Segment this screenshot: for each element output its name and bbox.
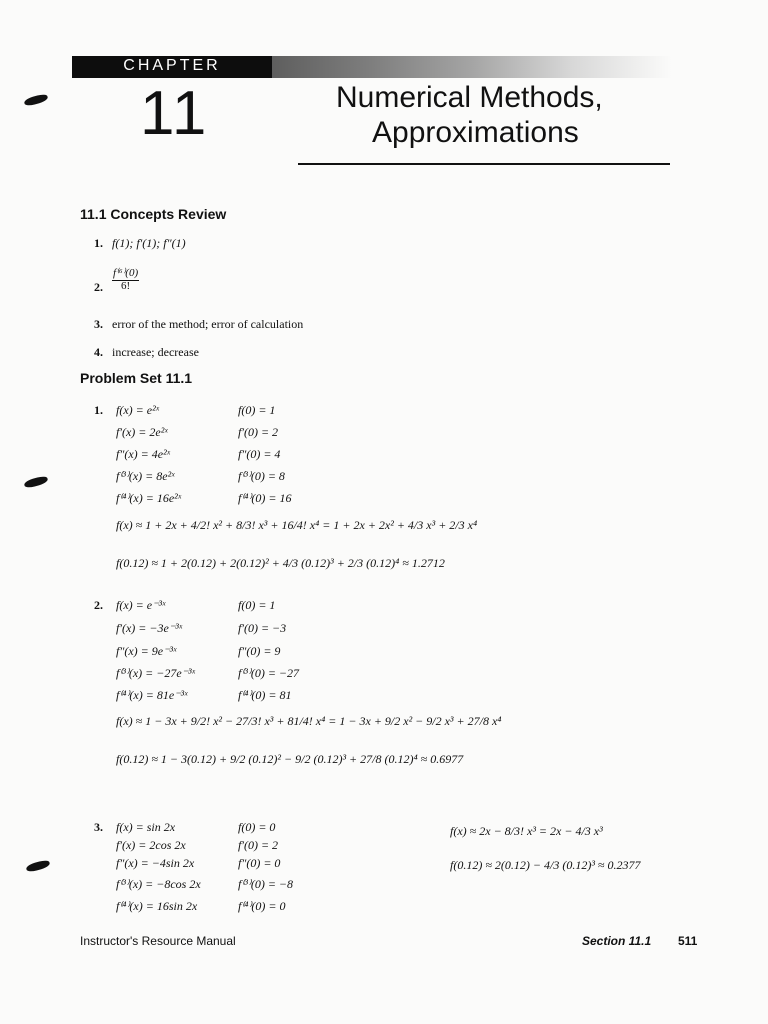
p3-left-0: f(x) = sin 2x [116, 820, 176, 834]
chapter-number: 11 [140, 79, 209, 148]
title-rule [298, 163, 670, 165]
p2-num: 2. [94, 598, 103, 612]
p3-left-3: f⁽³⁾(x) = −8cos 2x [116, 877, 201, 891]
concept-fraction-2 [112, 268, 139, 292]
p1-left-2: f″(x) = 4e²ˣ [116, 447, 171, 461]
punch-mark-3 [25, 859, 50, 873]
p2-right-3: f⁽³⁾(0) = −27 [238, 666, 300, 680]
chapter-label: CHAPTER [123, 57, 221, 74]
p2-value: f(0.12) ≈ 1 − 3(0.12) + 9/2 (0.12)² − 9/2 (0.12)³ + 27/8 (0.12)⁴ ≈ 0.6977 [116, 752, 464, 766]
p2-left-2: f″(x) = 9e⁻³ˣ [116, 644, 177, 658]
p3-right-0: f(0) = 0 [238, 820, 276, 834]
p3-right-2: f″(0) = 0 [238, 856, 281, 870]
p1-num: 1. [94, 403, 103, 417]
p1-left-3: f⁽³⁾(x) = 8e²ˣ [116, 469, 175, 483]
concept-num-4: 4. [94, 345, 103, 359]
p2-left-4: f⁽⁴⁾(x) = 81e⁻³ˣ [116, 688, 188, 702]
p2-right-4: f⁽⁴⁾(0) = 81 [238, 688, 292, 702]
concepts-heading: 11.1 Concepts Review [80, 206, 227, 222]
p1-left-4: f⁽⁴⁾(x) = 16e²ˣ [116, 491, 182, 505]
p3-series: f(x) ≈ 2x − 8/3! x³ = 2x − 4/3 x³ [450, 824, 603, 838]
concept-num-3: 3. [94, 317, 103, 331]
p1-right-3: f⁽³⁾(0) = 8 [238, 469, 285, 483]
concept-text-1: f(1); f′(1); f″(1) [112, 236, 186, 250]
concept-text-3: error of the method; error of calculation [112, 317, 304, 331]
p1-series: f(x) ≈ 1 + 2x + 4/2! x² + 8/3! x³ + 16/4! x⁴ = 1 + 2x + 2x² + 4/3 x³ + 2/3 x⁴ [116, 518, 478, 532]
p1-left-1: f′(x) = 2e²ˣ [116, 425, 168, 439]
p3-right-1: f′(0) = 2 [238, 838, 279, 852]
problemset-heading: Problem Set 11.1 [80, 370, 193, 386]
p2-right-1: f′(0) = −3 [238, 621, 287, 635]
footer-manual-title: Instructor's Resource Manual [80, 934, 236, 948]
p1-right-2: f″(0) = 4 [238, 447, 281, 461]
p1-value: f(0.12) ≈ 1 + 2(0.12) + 2(0.12)² + 4/3 (0.12)³ + 2/3 (0.12)⁴ ≈ 1.2712 [116, 556, 445, 570]
p2-left-0: f(x) = e⁻³ˣ [116, 598, 166, 612]
concept-frac-den: 6! [120, 279, 131, 292]
p1-right-1: f′(0) = 2 [238, 425, 279, 439]
p2-left-1: f′(x) = −3e⁻³ˣ [116, 621, 183, 635]
chapter-title-line-2: Approximations [372, 116, 579, 149]
punch-mark-1 [23, 93, 48, 107]
p2-left-3: f⁽³⁾(x) = −27e⁻³ˣ [116, 666, 195, 680]
footer-page-number: 511 [678, 934, 698, 948]
p2-right-2: f″(0) = 9 [238, 644, 281, 658]
footer-section: Section 11.1 [582, 934, 652, 948]
p3-right-3: f⁽³⁾(0) = −8 [238, 877, 294, 891]
p1-right-0: f(0) = 1 [238, 403, 276, 417]
chapter-title-line-1: Numerical Methods, [336, 81, 603, 114]
concept-num-1: 1. [94, 236, 103, 250]
chapter-bar-speckle [272, 56, 672, 78]
punch-mark-2 [23, 475, 48, 489]
p3-value: f(0.12) ≈ 2(0.12) − 4/3 (0.12)³ ≈ 0.2377 [450, 858, 641, 872]
p3-left-4: f⁽⁴⁾(x) = 16sin 2x [116, 899, 198, 913]
concept-frac-num: f⁽⁶⁾(0) [113, 267, 139, 279]
concept-text-4: increase; decrease [112, 345, 199, 359]
p3-left-2: f″(x) = −4sin 2x [116, 856, 195, 870]
p1-right-4: f⁽⁴⁾(0) = 16 [238, 491, 292, 505]
p2-series: f(x) ≈ 1 − 3x + 9/2! x² − 27/3! x³ + 81/4! x⁴ = 1 − 3x + 9/2 x² − 9/2 x³ + 27/8 x⁴ [116, 714, 502, 728]
p2-right-0: f(0) = 1 [238, 598, 276, 612]
p3-right-4: f⁽⁴⁾(0) = 0 [238, 899, 286, 913]
p1-left-0: f(x) = e²ˣ [116, 403, 160, 417]
concept-num-2: 2. [94, 280, 103, 294]
p3-num: 3. [94, 820, 103, 834]
p3-left-1: f′(x) = 2cos 2x [116, 838, 186, 852]
